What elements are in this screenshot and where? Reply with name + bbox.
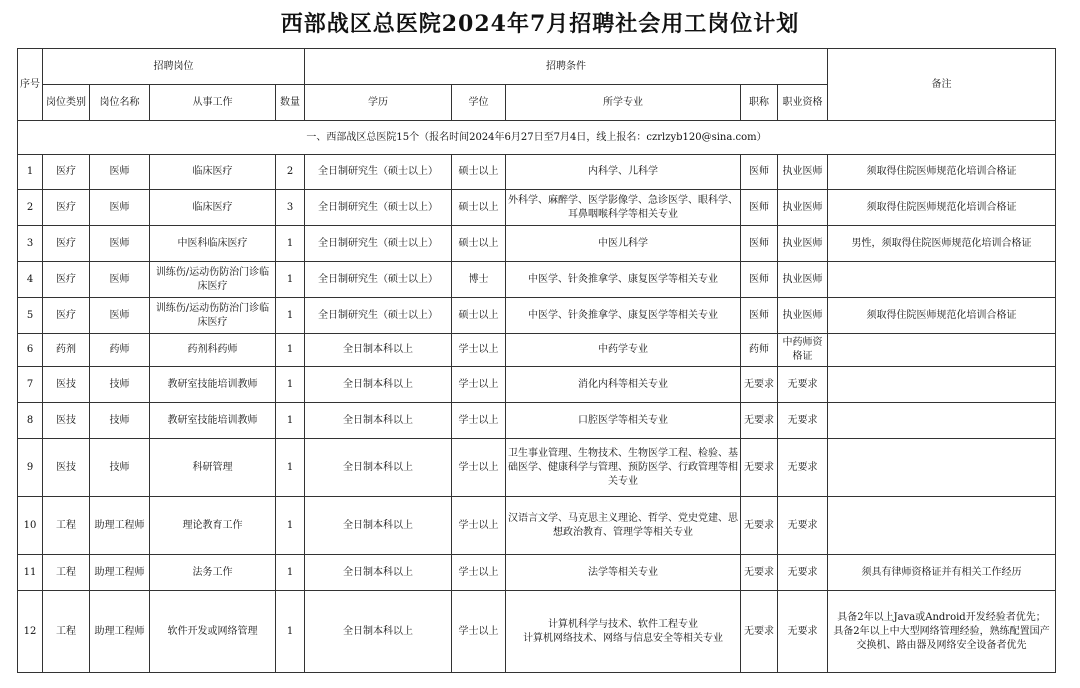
cell-category: 工程 [43, 555, 90, 591]
cell-name: 药师 [90, 334, 150, 367]
header-seq: 序号 [18, 49, 43, 121]
cell-education: 全日制本科以上 [305, 334, 452, 367]
cell-count: 1 [276, 298, 305, 334]
header-remark: 备注 [828, 49, 1056, 121]
cell-title-rank: 医师 [741, 262, 778, 298]
cell-name: 医师 [90, 155, 150, 190]
cell-major: 口腔医学等相关专业 [506, 403, 741, 439]
header-major: 所学专业 [506, 85, 741, 121]
cell-education: 全日制研究生（硕士以上） [305, 190, 452, 226]
cell-title-rank: 无要求 [741, 403, 778, 439]
cell-count: 1 [276, 439, 305, 497]
cell-title-rank: 无要求 [741, 497, 778, 555]
recruitment-table [17, 48, 1056, 673]
cell-remark [828, 403, 1056, 439]
cell-count: 1 [276, 334, 305, 367]
cell-degree: 硕士以上 [452, 226, 506, 262]
cell-work: 教研室技能培训教师 [150, 403, 276, 439]
cell-qualification: 执业医师 [778, 298, 828, 334]
header-degree: 学位 [452, 85, 506, 121]
cell-category: 工程 [43, 497, 90, 555]
cell-category: 药剂 [43, 334, 90, 367]
cell-work: 药剂科药师 [150, 334, 276, 367]
cell-qualification: 无要求 [778, 367, 828, 403]
cell-count: 1 [276, 555, 305, 591]
cell-seq: 5 [18, 298, 43, 334]
header-group-position: 招聘岗位 [43, 49, 305, 85]
cell-name: 助理工程师 [90, 591, 150, 673]
cell-work: 理论教育工作 [150, 497, 276, 555]
header-qualification: 职业资格 [778, 85, 828, 121]
cell-degree: 学士以上 [452, 555, 506, 591]
cell-education: 全日制本科以上 [305, 367, 452, 403]
cell-remark: 须取得住院医师规范化培训合格证 [828, 155, 1056, 190]
header-group-conditions: 招聘条件 [305, 49, 828, 85]
cell-count: 1 [276, 591, 305, 673]
cell-category: 医疗 [43, 226, 90, 262]
table-row [18, 334, 1056, 367]
table-row [18, 555, 1056, 591]
cell-degree: 学士以上 [452, 367, 506, 403]
cell-work: 训练伤/运动伤防治门诊临床医疗 [150, 298, 276, 334]
cell-seq: 8 [18, 403, 43, 439]
table-row [18, 497, 1056, 555]
section-row: 一、西部战区总医院15个（报名时间2024年6月27日至7月4日，线上报名：czrlzyb120@sina.com） [18, 121, 1056, 155]
cell-seq: 2 [18, 190, 43, 226]
cell-category: 工程 [43, 591, 90, 673]
table-row [18, 190, 1056, 226]
cell-count: 1 [276, 262, 305, 298]
cell-seq: 3 [18, 226, 43, 262]
cell-degree: 学士以上 [452, 591, 506, 673]
cell-title-rank: 无要求 [741, 555, 778, 591]
cell-count: 1 [276, 403, 305, 439]
header-education: 学历 [305, 85, 452, 121]
cell-name: 医师 [90, 226, 150, 262]
cell-qualification: 执业医师 [778, 155, 828, 190]
cell-work: 科研管理 [150, 439, 276, 497]
cell-name: 医师 [90, 262, 150, 298]
cell-seq: 7 [18, 367, 43, 403]
cell-seq: 11 [18, 555, 43, 591]
cell-education: 全日制研究生（硕士以上） [305, 155, 452, 190]
cell-title-rank: 药师 [741, 334, 778, 367]
cell-degree: 学士以上 [452, 497, 506, 555]
cell-title-rank: 医师 [741, 226, 778, 262]
cell-major: 中医儿科学 [506, 226, 741, 262]
cell-name: 助理工程师 [90, 497, 150, 555]
cell-major: 内科学、儿科学 [506, 155, 741, 190]
cell-category: 医疗 [43, 298, 90, 334]
cell-count: 1 [276, 497, 305, 555]
cell-name: 技师 [90, 439, 150, 497]
cell-remark: 须具有律师资格证并有相关工作经历 [828, 555, 1056, 591]
cell-work: 软件开发或网络管理 [150, 591, 276, 673]
cell-qualification: 无要求 [778, 555, 828, 591]
cell-seq: 6 [18, 334, 43, 367]
cell-seq: 12 [18, 591, 43, 673]
cell-title-rank: 医师 [741, 190, 778, 226]
cell-major: 消化内科等相关专业 [506, 367, 741, 403]
cell-count: 1 [276, 367, 305, 403]
cell-name: 技师 [90, 367, 150, 403]
cell-degree: 硕士以上 [452, 298, 506, 334]
cell-major: 法学等相关专业 [506, 555, 741, 591]
cell-seq: 4 [18, 262, 43, 298]
cell-education: 全日制研究生（硕士以上） [305, 262, 452, 298]
cell-qualification: 中药师资格证 [778, 334, 828, 367]
cell-title-rank: 医师 [741, 298, 778, 334]
cell-qualification: 无要求 [778, 439, 828, 497]
cell-degree: 学士以上 [452, 334, 506, 367]
cell-seq: 10 [18, 497, 43, 555]
cell-qualification: 无要求 [778, 497, 828, 555]
cell-title-rank: 无要求 [741, 439, 778, 497]
table-row [18, 367, 1056, 403]
cell-remark [828, 439, 1056, 497]
cell-major: 计算机科学与技术、软件工程专业 计算机网络技术、网络与信息安全等相关专业 [506, 591, 741, 673]
table-row [18, 403, 1056, 439]
cell-seq: 9 [18, 439, 43, 497]
cell-category: 医技 [43, 403, 90, 439]
cell-remark: 男性，须取得住院医师规范化培训合格证 [828, 226, 1056, 262]
cell-education: 全日制本科以上 [305, 591, 452, 673]
cell-work: 临床医疗 [150, 155, 276, 190]
header-pos-category: 岗位类别 [43, 85, 90, 121]
cell-remark [828, 497, 1056, 555]
cell-remark: 须取得住院医师规范化培训合格证 [828, 190, 1056, 226]
header-work: 从事工作 [150, 85, 276, 121]
document-title: 西部战区总医院2024年7月招聘社会用工岗位计划 [280, 11, 800, 37]
cell-work: 训练伤/运动伤防治门诊临床医疗 [150, 262, 276, 298]
cell-work: 法务工作 [150, 555, 276, 591]
cell-education: 全日制本科以上 [305, 403, 452, 439]
table-row [18, 155, 1056, 190]
cell-remark [828, 334, 1056, 367]
cell-education: 全日制本科以上 [305, 497, 452, 555]
cell-work: 中医科临床医疗 [150, 226, 276, 262]
header-title-rank: 职称 [741, 85, 778, 121]
table-row [18, 298, 1056, 334]
cell-education: 全日制本科以上 [305, 439, 452, 497]
cell-major: 外科学、麻醉学、医学影像学、急诊医学、眼科学、耳鼻咽喉科学等相关专业 [506, 190, 741, 226]
cell-degree: 博士 [452, 262, 506, 298]
cell-work: 教研室技能培训教师 [150, 367, 276, 403]
cell-qualification: 无要求 [778, 403, 828, 439]
header-pos-name: 岗位名称 [90, 85, 150, 121]
table-row [18, 591, 1056, 673]
cell-qualification: 执业医师 [778, 190, 828, 226]
cell-work: 临床医疗 [150, 190, 276, 226]
cell-degree: 学士以上 [452, 439, 506, 497]
cell-degree: 学士以上 [452, 403, 506, 439]
cell-count: 1 [276, 226, 305, 262]
cell-qualification: 无要求 [778, 591, 828, 673]
cell-name: 医师 [90, 298, 150, 334]
cell-category: 医疗 [43, 262, 90, 298]
cell-remark [828, 262, 1056, 298]
cell-title-rank: 医师 [741, 155, 778, 190]
cell-education: 全日制本科以上 [305, 555, 452, 591]
cell-title-rank: 无要求 [741, 591, 778, 673]
cell-count: 2 [276, 155, 305, 190]
header-count: 数量 [276, 85, 305, 121]
cell-name: 医师 [90, 190, 150, 226]
cell-degree: 硕士以上 [452, 155, 506, 190]
cell-name: 技师 [90, 403, 150, 439]
cell-major: 中医学、针灸推拿学、康复医学等相关专业 [506, 262, 741, 298]
cell-qualification: 执业医师 [778, 226, 828, 262]
cell-degree: 硕士以上 [452, 190, 506, 226]
cell-major: 中药学专业 [506, 334, 741, 367]
cell-name: 助理工程师 [90, 555, 150, 591]
table-row [18, 439, 1056, 497]
cell-major: 卫生事业管理、生物技术、生物医学工程、检验、基础医学、健康科学与管理、预防医学、行政管理等相关专业 [506, 439, 741, 497]
cell-category: 医技 [43, 439, 90, 497]
cell-category: 医疗 [43, 155, 90, 190]
cell-education: 全日制研究生（硕士以上） [305, 298, 452, 334]
cell-major: 汉语言文学、马克思主义理论、哲学、党史党建、思想政治教育、管理学等相关专业 [506, 497, 741, 555]
cell-category: 医疗 [43, 190, 90, 226]
cell-title-rank: 无要求 [741, 367, 778, 403]
cell-count: 3 [276, 190, 305, 226]
cell-major: 中医学、针灸推拿学、康复医学等相关专业 [506, 298, 741, 334]
cell-qualification: 执业医师 [778, 262, 828, 298]
cell-remark [828, 367, 1056, 403]
cell-remark: 具备2年以上Java或Android开发经验者优先； 具备2年以上中大型网络管理经验，熟练配置国产交换机、路由器及网络安全设备者优先 [828, 591, 1056, 673]
table-row [18, 226, 1056, 262]
cell-category: 医技 [43, 367, 90, 403]
table-row [18, 262, 1056, 298]
cell-seq: 1 [18, 155, 43, 190]
cell-remark: 须取得住院医师规范化培训合格证 [828, 298, 1056, 334]
cell-education: 全日制研究生（硕士以上） [305, 226, 452, 262]
